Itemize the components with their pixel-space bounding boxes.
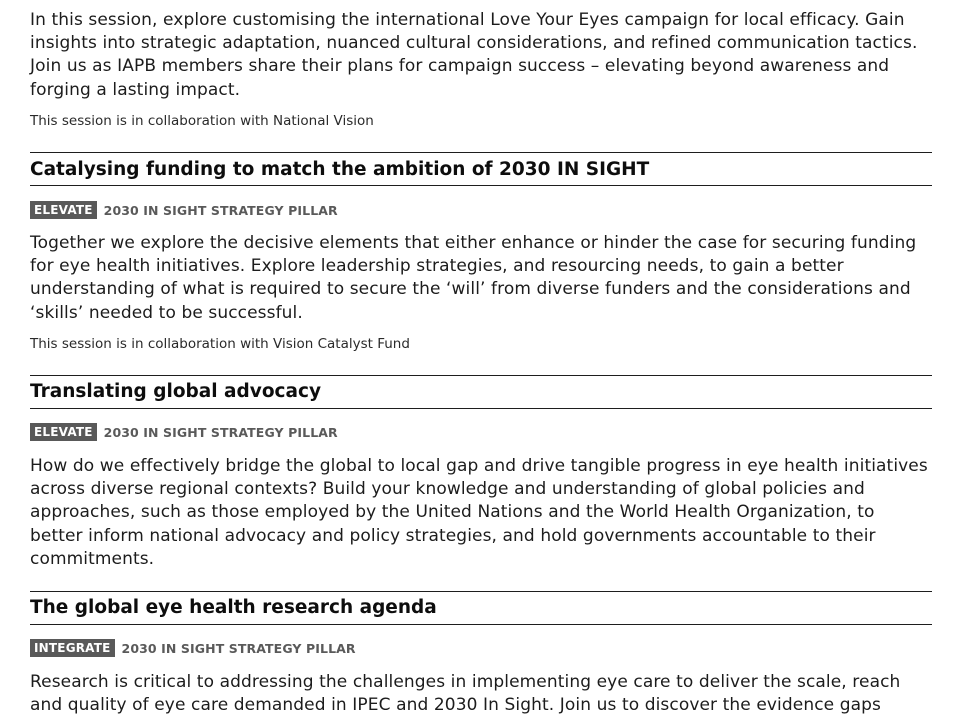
divider	[30, 624, 932, 625]
session-description: How do we effectively bridge the global to local gap and drive tangible progress in eye health initiatives across diverse regional contexts? Build your knowledge and understanding of global policies and approaches, such as those employed by the United Nations and the World Health Organization, to better inform national advocacy and policy strategies, and hold governments accountable to their commitments.	[30, 456, 928, 569]
pillar-label: 2030 IN SIGHT STRATEGY PILLAR	[103, 202, 338, 218]
session-collaboration-note: This session is in collaboration with Vision Catalyst Fund	[30, 336, 410, 352]
session-description: Together we explore the decisive elements that either enhance or hinder the case for securing funding for eye health initiatives. Explore leadership strategies, and resourcing needs, to gain a better understanding of what is required to secure the ‘will’ from diverse funders and the considerations and ‘skills’ needed to be successful.	[30, 233, 917, 323]
divider	[30, 185, 932, 186]
session-description: Research is critical to addressing the challenges in implementing eye care to deliver the scale, reach and quality of eye care demanded in IPEC and 2030 In Sight. Join us to discover the evidence gaps	[30, 672, 901, 716]
pillar-label: 2030 IN SIGHT STRATEGY PILLAR	[121, 640, 356, 656]
pillar-badge: INTEGRATE	[30, 639, 115, 657]
pillar-badge: ELEVATE	[30, 423, 97, 441]
session-title: Translating global advocacy	[30, 381, 322, 402]
session-title: The global eye health research agenda	[30, 597, 437, 618]
pillar-badge: ELEVATE	[30, 201, 97, 219]
divider	[30, 375, 932, 376]
session-tags	[30, 639, 356, 657]
divider	[30, 408, 932, 409]
divider	[30, 152, 932, 153]
intro-description: In this session, explore customising the international Love Your Eyes campaign for local efficacy. Gain insights into strategic adaptation, nuanced cultural considerations, and refined communication tactics. Join us as IAPB members share their plans for campaign success – elevating beyond awareness and forging a lasting impact.	[30, 10, 918, 100]
intro-collaboration-note: This session is in collaboration with National Vision	[30, 113, 374, 129]
session-tags	[30, 201, 338, 219]
divider	[30, 591, 932, 592]
pillar-label: 2030 IN SIGHT STRATEGY PILLAR	[103, 424, 338, 440]
session-title: Catalysing funding to match the ambition of 2030 IN SIGHT	[30, 159, 650, 180]
session-tags	[30, 423, 338, 441]
